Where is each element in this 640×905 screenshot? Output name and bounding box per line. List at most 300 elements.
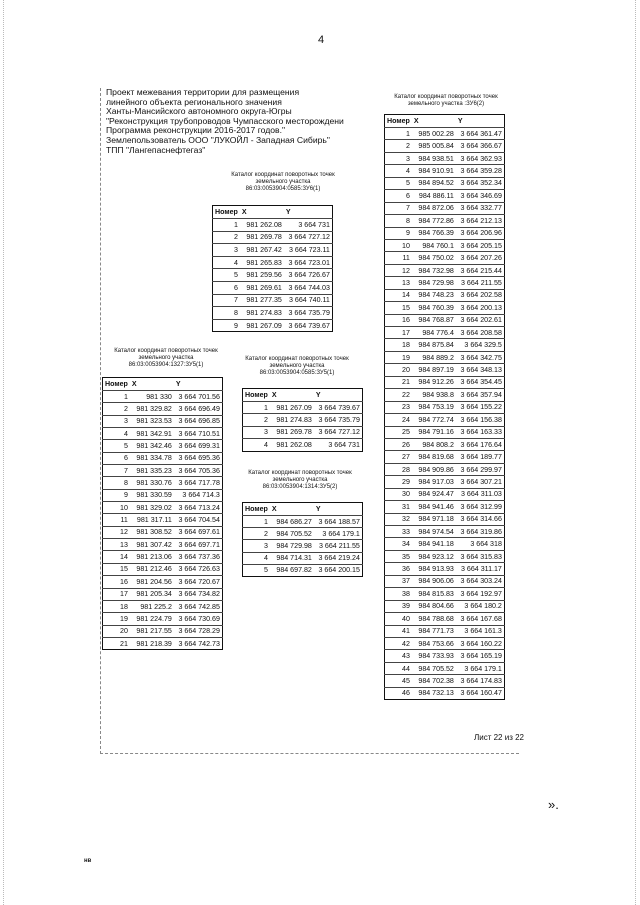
point-number: 2 (243, 528, 270, 540)
point-number: 40 (385, 613, 412, 625)
x-coordinate: 984 938.51 (412, 152, 456, 164)
x-coordinate: 981 269.61 (240, 281, 284, 294)
y-coordinate: 3 664 696.85 (174, 415, 223, 427)
catalog-caption (222, 172, 344, 193)
point-number: 2 (213, 231, 240, 244)
x-coordinate: 984 776.4 (412, 327, 456, 339)
x-coordinate: 984 702.38 (412, 675, 456, 687)
y-coordinate: 3 664 704.54 (174, 514, 223, 526)
th-y: Y (315, 505, 321, 513)
x-coordinate: 984 753.19 (412, 401, 456, 413)
x-coordinate: 981 323.53 (130, 415, 174, 427)
table-row (385, 687, 505, 699)
point-number: 45 (385, 675, 412, 687)
table-header-row (243, 389, 363, 402)
header-line: Ханты-Мансийского автономного округа-Югры (106, 106, 292, 117)
caption-line: Каталог координат поворотных точек (245, 356, 349, 362)
table-row (103, 465, 223, 477)
point-number: 4 (243, 552, 270, 564)
table-row (385, 128, 505, 140)
y-coordinate: 3 664 155.22 (456, 401, 505, 413)
table-row (385, 488, 505, 500)
y-coordinate: 3 664 314.66 (456, 513, 505, 525)
table-row (103, 551, 223, 563)
caption-line: земельного участка (269, 363, 325, 369)
y-coordinate: 3 664 740.11 (284, 294, 333, 307)
header-line: Проект межевания территории для размещения (106, 87, 300, 97)
table-row (213, 256, 333, 269)
table-row (103, 613, 223, 625)
table-row (103, 563, 223, 575)
x-coordinate: 984 897.19 (412, 364, 456, 376)
y-coordinate: 3 664 188.57 (314, 516, 363, 528)
y-coordinate: 3 664 357.94 (456, 389, 505, 401)
x-coordinate: 984 760.1 (412, 239, 456, 251)
x-coordinate: 984 760.39 (412, 302, 456, 314)
x-coordinate: 981 330.59 (130, 489, 174, 501)
point-number: 3 (243, 426, 270, 438)
x-coordinate: 984 686.27 (270, 516, 314, 528)
x-coordinate: 981 224.79 (130, 613, 174, 625)
point-number: 18 (103, 600, 130, 612)
catalog-caption (236, 470, 364, 491)
table-row (385, 613, 505, 625)
x-coordinate: 984 941.18 (412, 538, 456, 550)
coord-table-zu5-1 (242, 388, 363, 452)
point-number: 6 (103, 452, 130, 464)
x-coordinate: 981 204.56 (130, 576, 174, 588)
table-row (385, 476, 505, 488)
table-row (385, 600, 505, 612)
x-coordinate: 981 269.78 (240, 231, 284, 244)
point-number: 28 (385, 463, 412, 475)
point-number: 15 (103, 563, 130, 575)
point-number: 42 (385, 637, 412, 649)
point-number: 13 (103, 539, 130, 551)
table-row (103, 514, 223, 526)
point-number: 26 (385, 438, 412, 450)
table-row (385, 314, 505, 326)
y-coordinate: 3 664 695.36 (174, 452, 223, 464)
table-row (103, 502, 223, 514)
caption-line: 86:03:0053904:0585:ЗУ5(1) (259, 370, 335, 376)
y-coordinate: 3 664 739.67 (284, 319, 333, 332)
x-coordinate: 984 766.39 (412, 227, 456, 239)
x-coordinate: 984 772.74 (412, 414, 456, 426)
y-coordinate: 3 664 329.5 (456, 339, 505, 351)
table-row (385, 351, 505, 363)
x-coordinate: 984 697.82 (270, 564, 314, 576)
x-coordinate: 984 906.06 (412, 575, 456, 587)
y-coordinate: 3 664 696.49 (174, 403, 223, 415)
x-coordinate: 981 218.39 (130, 637, 174, 649)
y-coordinate: 3 664 202.61 (456, 314, 505, 326)
x-coordinate: 984 889.2 (412, 351, 456, 363)
x-coordinate: 984 804.66 (412, 600, 456, 612)
header-line: Землепользователь ООО "ЛУКОЙЛ - Западная Сибирь" (106, 134, 330, 145)
y-coordinate: 3 664 303.24 (456, 575, 505, 587)
table-row (385, 389, 505, 401)
point-number: 32 (385, 513, 412, 525)
sheet-label: Лист 22 из 22 (474, 733, 524, 742)
y-coordinate: 3 664 697.71 (174, 539, 223, 551)
point-number: 17 (385, 327, 412, 339)
point-number: 4 (213, 256, 240, 269)
point-number: 46 (385, 687, 412, 699)
y-coordinate: 3 664 727.12 (314, 426, 363, 438)
page-number: 4 (318, 34, 325, 46)
x-coordinate: 981 265.83 (240, 256, 284, 269)
point-number: 18 (385, 339, 412, 351)
y-coordinate: 3 664 206.96 (456, 227, 505, 239)
table-row (385, 526, 505, 538)
point-number: 10 (385, 239, 412, 251)
table-row (103, 625, 223, 637)
point-number: 23 (385, 401, 412, 413)
table-row (385, 550, 505, 562)
x-coordinate: 984 941.46 (412, 501, 456, 513)
caption-line: земельного участка (138, 355, 194, 361)
caption-line: Каталог координат поворотных точек (394, 94, 498, 100)
point-number: 6 (213, 281, 240, 294)
point-number: 4 (103, 428, 130, 440)
point-number: 34 (385, 538, 412, 550)
y-coordinate: 3 664 348.13 (456, 364, 505, 376)
table-row (385, 675, 505, 687)
caption-line: земельного участка :ЗУ6(2) (407, 101, 485, 107)
y-coordinate: 3 664 723.11 (284, 244, 333, 257)
table-row (243, 414, 363, 426)
table-row (103, 526, 223, 538)
y-coordinate: 3 664 744.03 (284, 281, 333, 294)
x-coordinate: 981 335.23 (130, 465, 174, 477)
x-coordinate: 984 772.86 (412, 215, 456, 227)
coord-table-zu5-1327 (102, 377, 223, 650)
table-row (103, 576, 223, 588)
point-number: 36 (385, 563, 412, 575)
y-coordinate: 3 664 342.75 (456, 351, 505, 363)
x-coordinate: 981 317.11 (130, 514, 174, 526)
y-coordinate: 3 664 713.24 (174, 502, 223, 514)
point-number: 41 (385, 625, 412, 637)
point-number: 16 (385, 314, 412, 326)
table-row (103, 403, 223, 415)
x-coordinate: 984 872.06 (412, 202, 456, 214)
point-number: 14 (103, 551, 130, 563)
y-coordinate: 3 664 315.83 (456, 550, 505, 562)
x-coordinate: 984 705.52 (412, 662, 456, 674)
y-coordinate: 3 664 726.67 (284, 269, 333, 282)
y-coordinate: 3 664 179.1 (456, 662, 505, 674)
y-coordinate: 3 664 717.78 (174, 477, 223, 489)
th-x: X (241, 208, 247, 216)
y-coordinate: 3 664 742.73 (174, 637, 223, 649)
point-number: 8 (103, 477, 130, 489)
x-coordinate: 984 971.18 (412, 513, 456, 525)
point-number: 5 (103, 440, 130, 452)
table-row (385, 501, 505, 513)
x-coordinate: 981 212.46 (130, 563, 174, 575)
x-coordinate: 984 733.93 (412, 650, 456, 662)
y-coordinate: 3 664 726.63 (174, 563, 223, 575)
y-coordinate: 3 664 332.77 (456, 202, 505, 214)
table-row (103, 539, 223, 551)
table-row (385, 376, 505, 388)
table-row (385, 227, 505, 239)
x-coordinate: 984 768.87 (412, 314, 456, 326)
x-coordinate: 984 886.11 (412, 190, 456, 202)
x-coordinate: 984 924.47 (412, 488, 456, 500)
point-number: 29 (385, 476, 412, 488)
point-number: 25 (385, 426, 412, 438)
point-number: 7 (385, 202, 412, 214)
table-row (243, 516, 363, 528)
caption-line: земельного участка (255, 179, 311, 185)
table-row (385, 637, 505, 649)
th-x: X (413, 117, 419, 125)
table-row (385, 563, 505, 575)
point-number: 14 (385, 289, 412, 301)
x-coordinate: 984 753.66 (412, 637, 456, 649)
y-coordinate: 3 664 219.24 (314, 552, 363, 564)
y-coordinate: 3 664 359.28 (456, 165, 505, 177)
y-coordinate: 3 664 728.29 (174, 625, 223, 637)
table-row (385, 327, 505, 339)
point-number: 2 (103, 403, 130, 415)
header-line: линейного объекта регионального значения (106, 96, 282, 107)
x-coordinate: 981 274.83 (270, 414, 314, 426)
point-number: 2 (243, 414, 270, 426)
x-coordinate: 981 205.34 (130, 588, 174, 600)
y-coordinate: 3 664 165.19 (456, 650, 505, 662)
x-coordinate: 981 267.09 (240, 319, 284, 332)
x-coordinate: 984 910.91 (412, 165, 456, 177)
x-coordinate: 981 307.42 (130, 539, 174, 551)
catalog-caption (102, 348, 230, 369)
project-header (106, 88, 356, 155)
y-coordinate: 3 664 160.47 (456, 687, 505, 699)
coord-table-zu6-1 (212, 205, 333, 332)
point-number: 5 (243, 564, 270, 576)
point-number: 12 (103, 526, 130, 538)
point-number: 5 (213, 269, 240, 282)
point-number: 19 (103, 613, 130, 625)
point-number: 13 (385, 277, 412, 289)
table-row (103, 588, 223, 600)
table-row (213, 319, 333, 332)
point-number: 3 (385, 152, 412, 164)
point-number: 27 (385, 451, 412, 463)
table-row (385, 202, 505, 214)
table-row (385, 177, 505, 189)
th-y: Y (315, 391, 321, 399)
point-number: 38 (385, 588, 412, 600)
y-coordinate: 3 664 361.47 (456, 128, 505, 140)
x-coordinate: 984 750.02 (412, 252, 456, 264)
x-coordinate: 984 748.23 (412, 289, 456, 301)
x-coordinate: 981 308.52 (130, 526, 174, 538)
y-coordinate: 3 664 742.85 (174, 600, 223, 612)
y-coordinate: 3 664 735.79 (284, 307, 333, 320)
caption-line: 86:03:0053904:1327:ЗУ5(1) (128, 362, 204, 368)
x-coordinate: 985 002.28 (412, 128, 456, 140)
table-row (243, 528, 363, 540)
y-coordinate: 3 664 723.01 (284, 256, 333, 269)
x-coordinate: 984 938.8 (412, 389, 456, 401)
point-number: 43 (385, 650, 412, 662)
table-row (385, 414, 505, 426)
table-row (385, 289, 505, 301)
table-row (243, 402, 363, 414)
table-row (243, 564, 363, 576)
th-num: Номер (215, 208, 238, 216)
y-coordinate: 3 664 312.99 (456, 501, 505, 513)
point-number: 1 (213, 219, 240, 232)
y-coordinate: 3 664 697.61 (174, 526, 223, 538)
table-row (385, 190, 505, 202)
point-number: 8 (213, 307, 240, 320)
y-coordinate: 3 664 307.21 (456, 476, 505, 488)
table-header-row (385, 115, 505, 128)
x-coordinate: 984 815.83 (412, 588, 456, 600)
table-row (385, 575, 505, 587)
point-number: 20 (385, 364, 412, 376)
point-number: 24 (385, 414, 412, 426)
y-coordinate: 3 664 699.31 (174, 440, 223, 452)
table-row (385, 426, 505, 438)
y-coordinate: 3 664 352.34 (456, 177, 505, 189)
table-row (385, 588, 505, 600)
th-y: Y (175, 380, 181, 388)
x-coordinate: 984 913.93 (412, 563, 456, 575)
x-coordinate: 981 213.06 (130, 551, 174, 563)
table-row (385, 140, 505, 152)
th-x: X (131, 380, 137, 388)
th-x: X (271, 391, 277, 399)
table-row (385, 215, 505, 227)
table-row (243, 426, 363, 438)
x-coordinate: 984 808.2 (412, 438, 456, 450)
y-coordinate: 3 664 160.22 (456, 637, 505, 649)
y-coordinate: 3 664 156.38 (456, 414, 505, 426)
x-coordinate: 981 259.56 (240, 269, 284, 282)
x-coordinate: 984 791.16 (412, 426, 456, 438)
point-number: 9 (103, 489, 130, 501)
y-coordinate: 3 664 710.51 (174, 428, 223, 440)
y-coordinate: 3 664 318 (456, 538, 505, 550)
table-row (385, 662, 505, 674)
table-row (385, 451, 505, 463)
table-row (243, 552, 363, 564)
point-number: 1 (385, 128, 412, 140)
table-row (385, 165, 505, 177)
x-coordinate: 984 732.98 (412, 264, 456, 276)
table-row (385, 438, 505, 450)
x-coordinate: 984 875.84 (412, 339, 456, 351)
y-coordinate: 3 664 354.45 (456, 376, 505, 388)
y-coordinate: 3 664 180.2 (456, 600, 505, 612)
th-num: Номер (387, 117, 410, 125)
y-coordinate: 3 664 167.68 (456, 613, 505, 625)
coord-table-zu5-2 (242, 502, 363, 577)
x-coordinate: 981 262.08 (240, 219, 284, 232)
caption-line: Каталог координат поворотных точек (231, 172, 335, 178)
point-number: 39 (385, 600, 412, 612)
x-coordinate: 981 225.2 (130, 600, 174, 612)
point-number: 1 (243, 516, 270, 528)
x-coordinate: 981 334.78 (130, 452, 174, 464)
table-row (385, 239, 505, 251)
y-coordinate: 3 664 205.15 (456, 239, 505, 251)
table-row (243, 540, 363, 552)
point-number: 12 (385, 264, 412, 276)
closing-quote: ». (548, 797, 559, 812)
x-coordinate: 981 329.82 (130, 403, 174, 415)
table-row (103, 637, 223, 649)
point-number: 11 (103, 514, 130, 526)
x-coordinate: 984 771.73 (412, 625, 456, 637)
table-row (385, 538, 505, 550)
point-number: 21 (103, 637, 130, 649)
th-num: Номер (245, 505, 268, 513)
y-coordinate: 3 664 212.13 (456, 215, 505, 227)
y-coordinate: 3 664 720.67 (174, 576, 223, 588)
y-coordinate: 3 664 714.3 (174, 489, 223, 501)
point-number: 4 (243, 439, 270, 451)
point-number: 19 (385, 351, 412, 363)
table-row (103, 391, 223, 403)
x-coordinate: 981 274.83 (240, 307, 284, 320)
y-coordinate: 3 664 208.58 (456, 327, 505, 339)
y-coordinate: 3 664 362.93 (456, 152, 505, 164)
y-coordinate: 3 664 730.69 (174, 613, 223, 625)
x-coordinate: 981 217.55 (130, 625, 174, 637)
point-number: 22 (385, 389, 412, 401)
th-y: Y (285, 208, 291, 216)
y-coordinate: 3 664 207.26 (456, 252, 505, 264)
y-coordinate: 3 664 727.12 (284, 231, 333, 244)
y-coordinate: 3 664 211.55 (314, 540, 363, 552)
th-y: Y (457, 117, 463, 125)
y-coordinate: 3 664 735.79 (314, 414, 363, 426)
point-number: 1 (103, 391, 130, 403)
point-number: 16 (103, 576, 130, 588)
table-row (103, 415, 223, 427)
x-coordinate: 981 330.76 (130, 477, 174, 489)
y-coordinate: 3 664 202.58 (456, 289, 505, 301)
table-row (385, 401, 505, 413)
point-number: 3 (213, 244, 240, 257)
y-coordinate: 3 664 311.03 (456, 488, 505, 500)
y-coordinate: 3 664 739.67 (314, 402, 363, 414)
table-row (213, 231, 333, 244)
table-row (385, 463, 505, 475)
x-coordinate: 984 894.52 (412, 177, 456, 189)
x-coordinate: 984 909.86 (412, 463, 456, 475)
header-line: "Реконструкция трубопроводов Чумпасского месторождени (106, 115, 344, 126)
x-coordinate: 981 277.35 (240, 294, 284, 307)
y-coordinate: 3 664 211.55 (456, 277, 505, 289)
point-number: 30 (385, 488, 412, 500)
point-number: 1 (243, 402, 270, 414)
x-coordinate: 985 005.84 (412, 140, 456, 152)
table-row (103, 428, 223, 440)
table-row (385, 364, 505, 376)
y-coordinate: 3 664 737.36 (174, 551, 223, 563)
coord-table-zu6-2 (384, 114, 505, 700)
y-coordinate: 3 664 179.1 (314, 528, 363, 540)
table-row (385, 650, 505, 662)
